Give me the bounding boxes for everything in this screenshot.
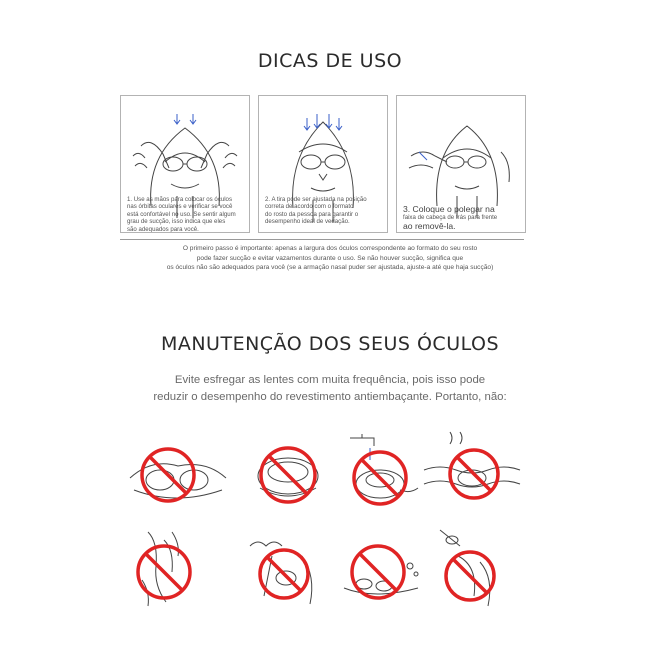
step-2-caption-line: correta de acordo com o formato xyxy=(265,203,354,211)
step-1-caption-line: nas órbitas oculares e verificar se você xyxy=(127,203,233,211)
step-3-caption-line: ao removê-la. xyxy=(403,221,456,232)
step-3-illustration xyxy=(396,95,526,233)
maintenance-intro xyxy=(110,372,550,406)
sun-exposure-icon xyxy=(236,526,346,612)
goggles-in-case-icon xyxy=(240,430,350,516)
usage-note-line: O primeiro passo é importante: apenas a largura dos óculos correspondente ao formato do seu rosto xyxy=(182,245,478,252)
divider xyxy=(120,239,524,240)
wiping-lens-icon xyxy=(418,526,528,612)
goggles-on-surface-icon xyxy=(122,430,232,516)
step-3-caption-line: 3. Coloque o polegar na xyxy=(403,204,495,214)
step-1-illustration xyxy=(120,95,250,233)
step-1-caption-line: 1. Use as mãos para colocar os óculos xyxy=(127,196,232,203)
maintenance-intro-line: Evite esfregar as lentes com muita frequência, pois isso pode xyxy=(174,374,486,386)
step-2-caption-line: 2. A tira pode ser ajustada na posição xyxy=(265,196,367,203)
hand-touching-lens-icon xyxy=(128,526,238,612)
step-2-caption-line: desempenho ideal de vedação. xyxy=(265,218,350,226)
step-1-caption-line: está confortável no uso. Se sentir algum xyxy=(127,210,236,218)
goggles-in-hot-water-icon xyxy=(420,430,530,516)
step-2-caption-line: do rosto da pessoa para garantir o xyxy=(265,210,359,218)
step-3-caption-line: faixa de cabeça de trás para frente xyxy=(403,214,498,221)
step-1-caption-line: grau de sucção, isso indica que eles xyxy=(127,218,226,226)
maintenance-title: MANUTENÇÃO DOS SEUS ÓCULOS xyxy=(160,333,500,355)
step-1-caption-line: são adequados para você. xyxy=(127,225,199,233)
usage-note-line: os óculos não são adequados para você (se a armação nasal puder ser ajustada, ajuste-a até que haja sucção) xyxy=(166,264,494,272)
usage-note-line: pode fazer sucção e evitar vazamentos durante o uso. Se não houver sucção, significa que xyxy=(196,254,464,262)
step-2-illustration xyxy=(258,95,388,233)
usage-note xyxy=(100,244,560,273)
tips-title: DICAS DE USO xyxy=(257,50,403,72)
maintenance-intro-line: reduzir o desempenho do revestimento antiembaçante. Portanto, não: xyxy=(153,391,507,403)
